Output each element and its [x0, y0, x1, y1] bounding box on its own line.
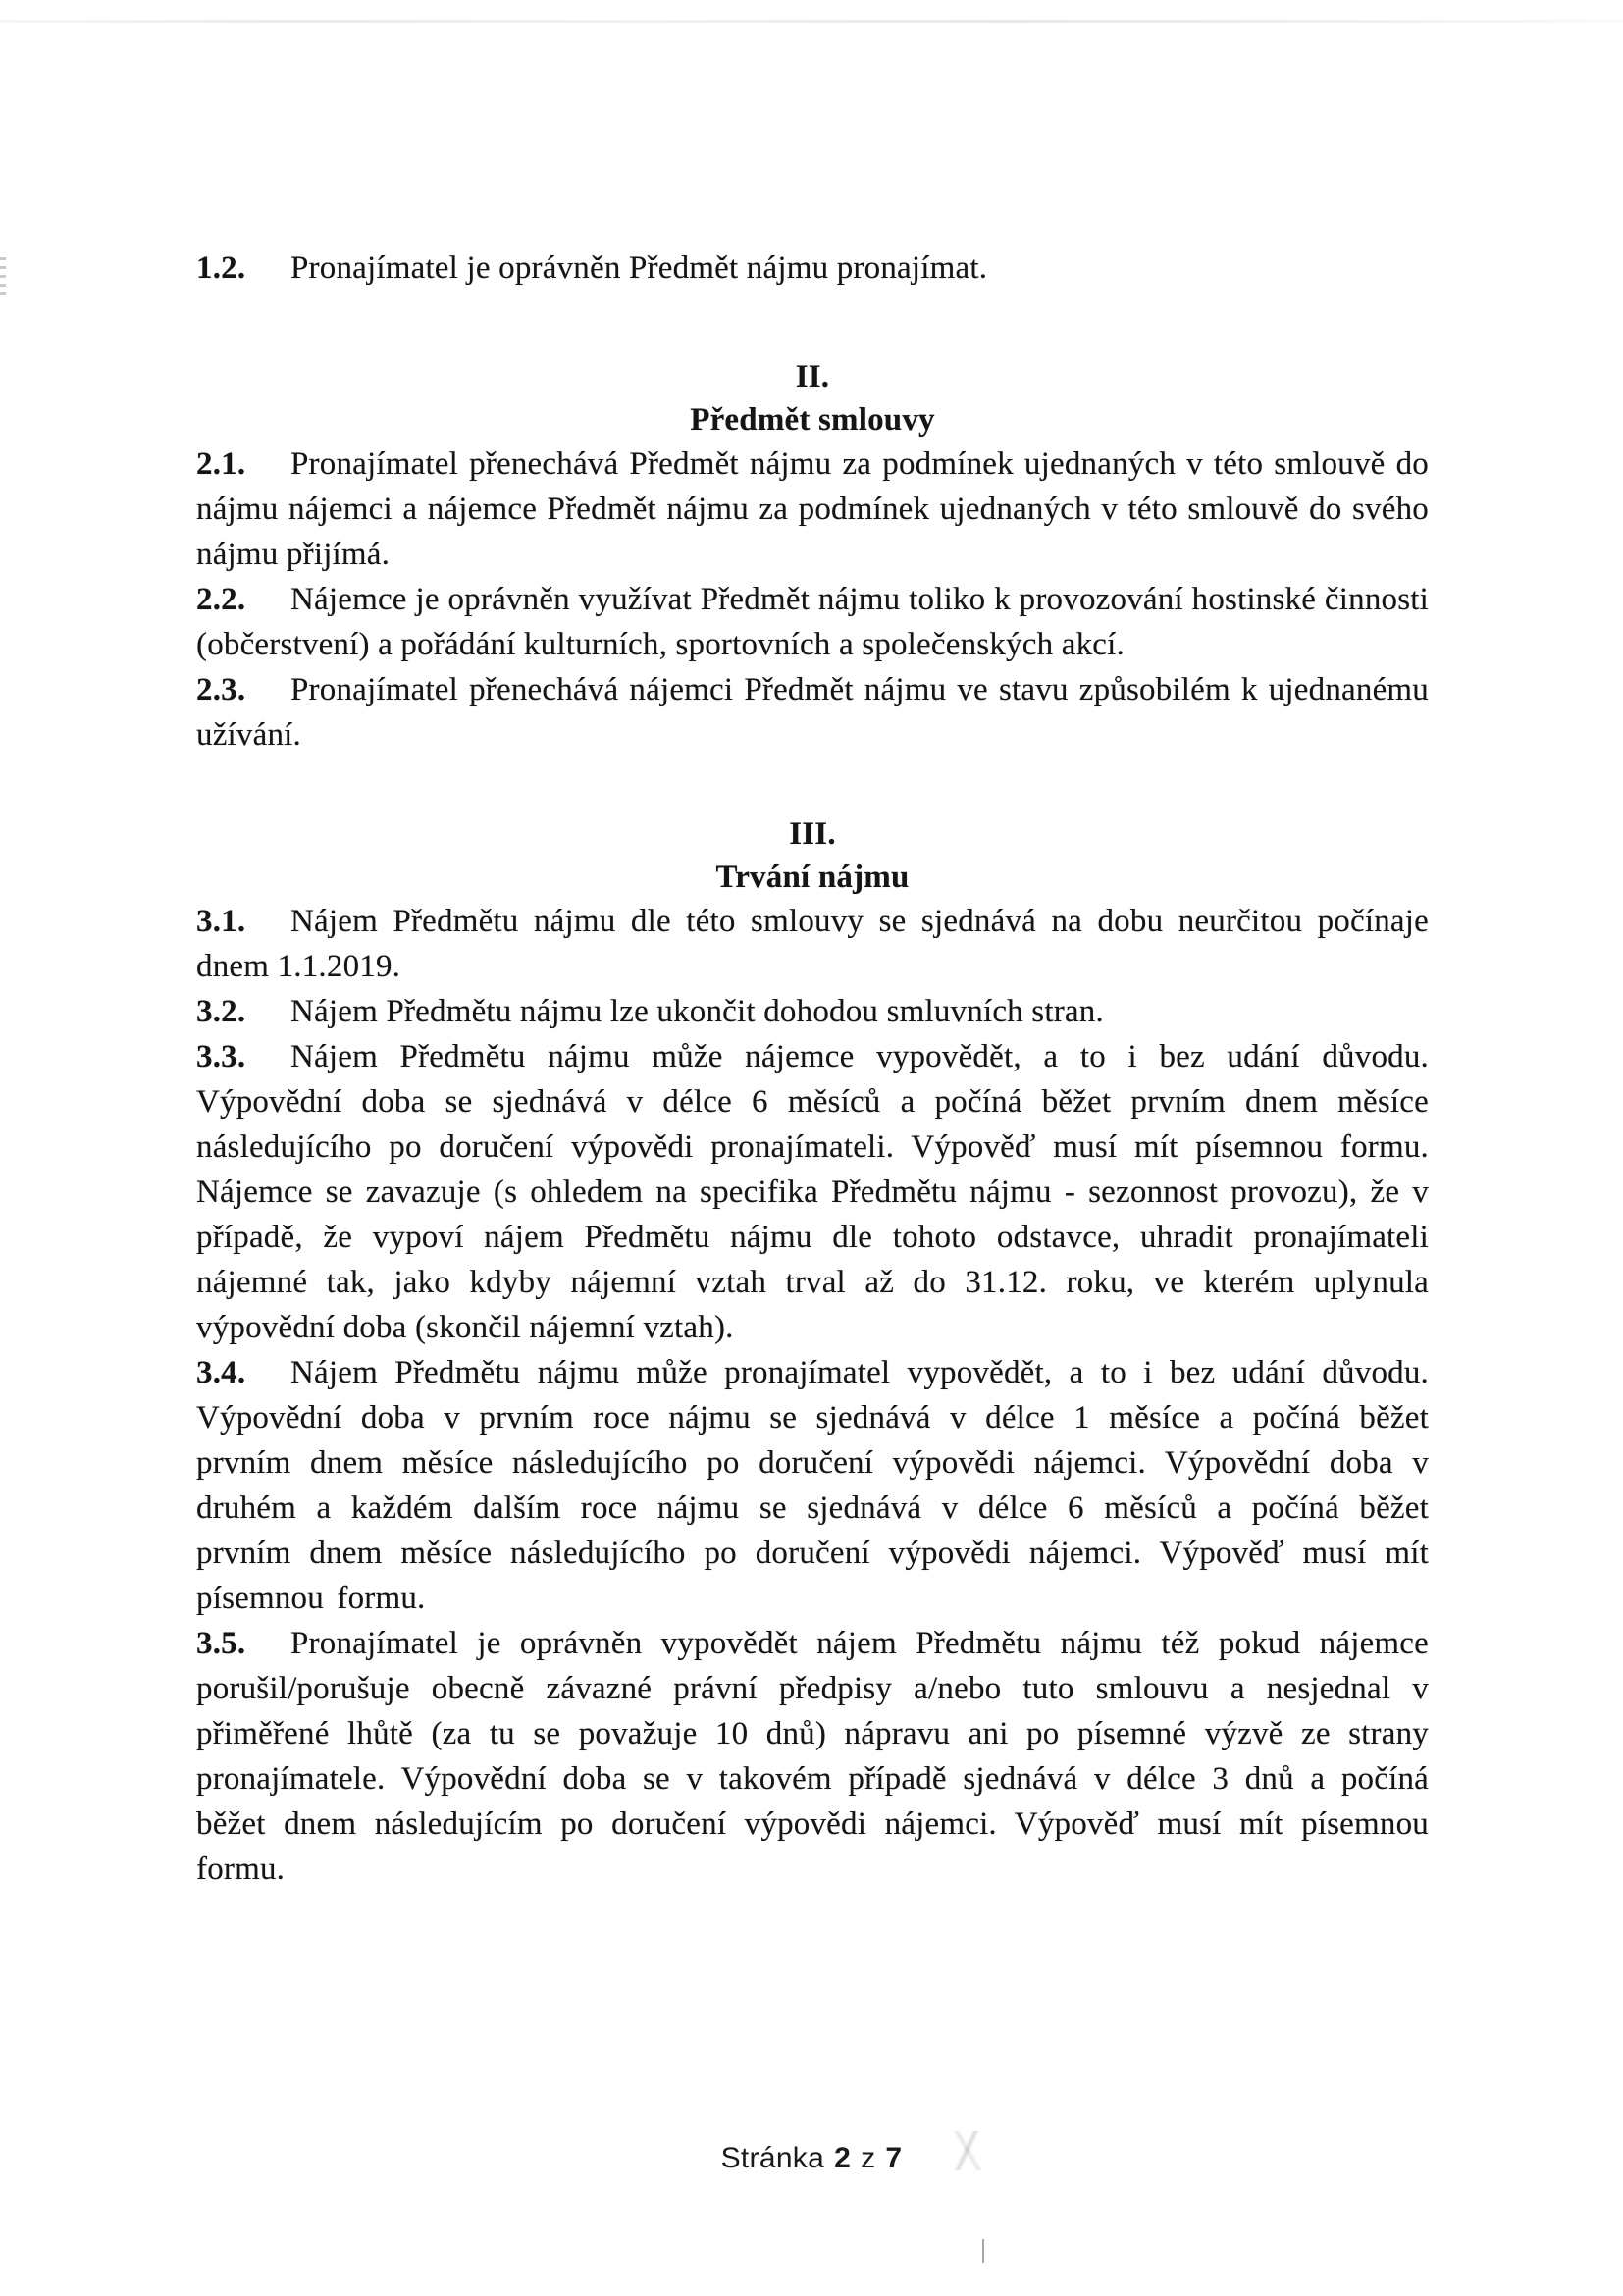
section-numeral: II.	[795, 359, 830, 394]
paragraph-text: Pronajímatel přenechává nájemci Předmět nájmu ve stavu způsobilém k ujednanému užívání.	[196, 672, 1429, 753]
paragraph-number: 2.3.	[196, 672, 246, 707]
page-footer	[0, 2142, 1623, 2175]
paragraph-text: Pronajímatel přenechává Předmět nájmu za podmínek ujednaných v této smlouvě do nájmu nájemci a nájemce Předmět nájmu za podmínek ujednaných v této smlouvě do svého nájmu přijímá.	[196, 446, 1429, 572]
paragraph-text: Nájem Předmětu nájmu lze ukončit dohodou smluvních stran.	[290, 994, 1104, 1029]
section-title: Předmět smlouvy	[690, 402, 935, 438]
contract-paragraph-2-3	[196, 667, 1429, 757]
paragraph-number: 3.3.	[196, 1039, 246, 1074]
footer-of-word: z	[861, 2142, 876, 2174]
contract-paragraph-1-2	[196, 245, 1429, 290]
scan-artifact-footer-smudge	[950, 2131, 983, 2170]
paragraph-text: Nájem Předmětu nájmu dle této smlouvy se sjednává na dobu neurčitou počínaje dnem 1.1.2019.	[196, 904, 1429, 984]
paragraph-number: 3.1.	[196, 904, 246, 939]
paragraph-number: 1.2.	[196, 250, 246, 286]
contract-paragraph-3-2	[196, 989, 1429, 1034]
paragraph-text: Nájem Předmětu nájmu může pronajímatel vypovědět, a to i bez udání důvodu. Výpovědní doba v prvním roce nájmu se sjednává v délce 1 měsíce a počíná běžet prvním dnem měsíce následujícího po doručení výpovědi nájemci. Výpovědní doba v druhém a každém dalším roce nájmu se sjednává v délce 6 měsíců a počíná běžet prvním dnem měsíce následujícího po doručení výpovědi nájemci. Výpověď musí mít písemnou formu.	[196, 1355, 1429, 1616]
paragraph-number: 2.2.	[196, 582, 246, 617]
paragraph-number: 3.2.	[196, 994, 246, 1029]
scan-artifact-bottom-tick	[982, 2239, 984, 2263]
paragraph-text: Pronajímatel je oprávněn vypovědět nájem Předmětu nájmu též pokud nájemce porušil/porušuje obecně závazné právní předpisy a/nebo tuto smlouvu a nesjednal v přiměřené lhůtě (za tu se považuje 10 dnů) nápravu ani po písemné výzvě ze strany pronajímatele. Výpovědní doba se v takovém případě sjednává v délce 3 dnů a počíná běžet dnem následujícím po doručení výpovědi nájemci. Výpověď musí mít písemnou formu.	[196, 1626, 1429, 1887]
contract-paragraph-3-5	[196, 1621, 1429, 1892]
section-heading-II	[196, 355, 1429, 442]
contract-paragraph-3-4	[196, 1350, 1429, 1621]
paragraph-number: 3.5.	[196, 1626, 246, 1661]
footer-page-total: 7	[885, 2142, 903, 2174]
footer-page-number: 2	[834, 2142, 852, 2174]
paragraph-number: 2.1.	[196, 446, 246, 482]
paragraph-text: Nájemce je oprávněn využívat Předmět nájmu toliko k provozování hostinské činnosti (občerstvení) a pořádání kulturních, sportovních a společenských akcí.	[196, 582, 1429, 662]
contract-paragraph-3-1	[196, 899, 1429, 989]
scan-artifact-left-speckle	[0, 257, 6, 296]
section-numeral: III.	[789, 816, 836, 852]
footer-label: Stránka	[720, 2142, 825, 2174]
contract-text-column	[196, 0, 1429, 1892]
contract-paragraph-3-3	[196, 1034, 1429, 1350]
paragraph-text: Pronajímatel je oprávněn Předmět nájmu pronajímat.	[290, 250, 988, 286]
contract-paragraph-2-2	[196, 577, 1429, 667]
section-title: Trvání nájmu	[715, 860, 910, 895]
contract-paragraph-2-1	[196, 442, 1429, 577]
section-heading-III	[196, 812, 1429, 899]
paragraph-text: Nájem Předmětu nájmu může nájemce vypovědět, a to i bez udání důvodu. Výpovědní doba se sjednává v délce 6 měsíců a počíná běžet prvním dnem měsíce následujícího po doručení výpovědi pronajímateli. Výpověď musí mít písemnou formu. Nájemce se zavazuje (s ohledem na specifika Předmětu nájmu - sezonnost provozu), že v případě, že vypoví nájem Předmětu nájmu dle tohoto odstavce, uhradit pronajímateli nájemné tak, jako kdyby nájemní vztah trval až do 31.12. roku, ve kterém uplynula výpovědní doba (skončil nájemní vztah).	[196, 1039, 1429, 1345]
paragraph-number: 3.4.	[196, 1355, 246, 1390]
